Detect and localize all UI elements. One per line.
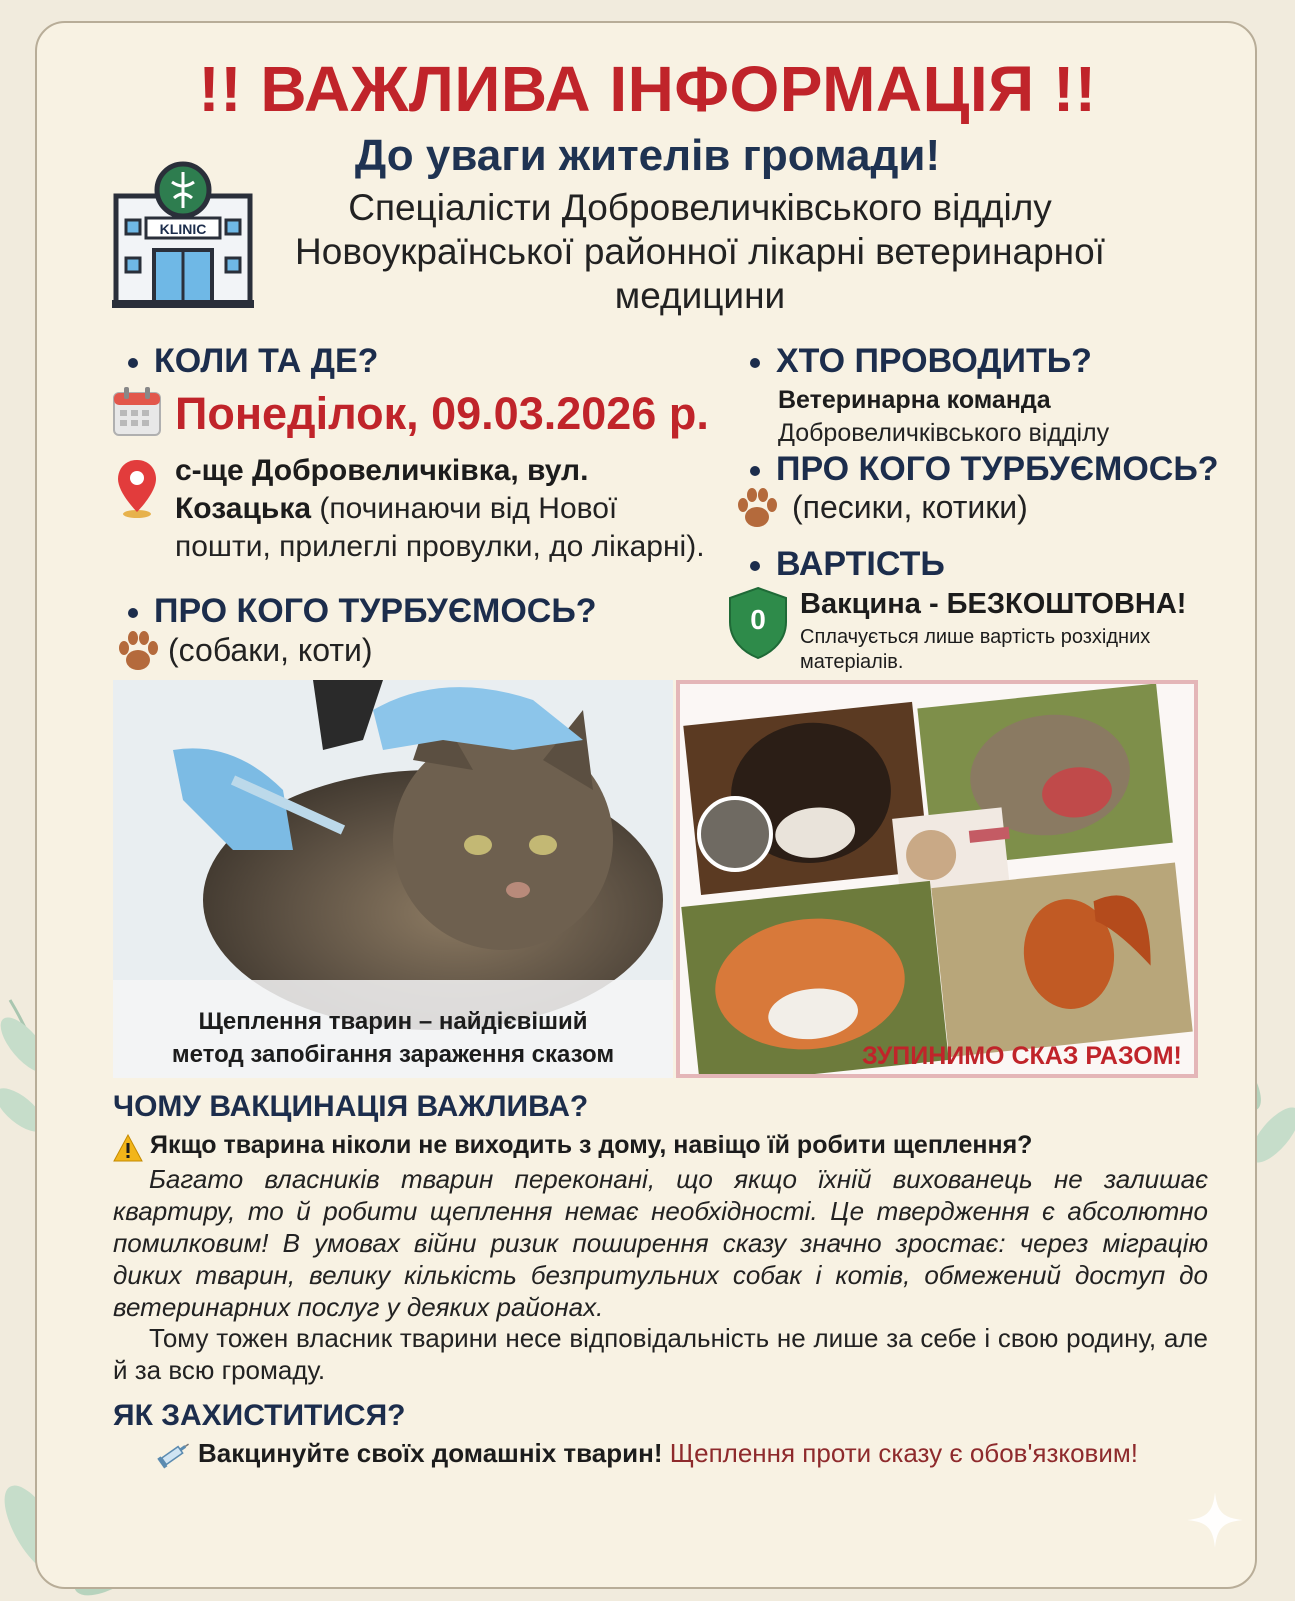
syringe-icon [156, 1440, 190, 1470]
why-paragraph-1: Багато власників тварин переконані, що якщо їхній вихованець не залишає квартиру, то й робити щеплення немає необхідності. Це твердження є абсолютно помилковим! В умовах війни ризик поширення сказу значно зростає: через міграцію диких тварин, велику кількість безпритульних собак і котів, обмежений доступ до ветеринарних послуг у деяких районах. [113, 1164, 1208, 1322]
rabies-slogan: ЗУПИНИМО СКАЗ РАЗОМ! [862, 1042, 1182, 1070]
specialists-text: Спеціалісти Добровеличківського відділу Новоукраїнської районної лікарні ветеринарної медицини [295, 187, 1105, 316]
about-whom-heading-right: ПРО КОГО ТУРБУЄМОСЬ? [750, 450, 1219, 489]
mandatory-note: Щеплення проти сказу є обов'язковим! [669, 1438, 1138, 1468]
shield-icon [727, 586, 789, 660]
animals-right: (песики, котики) [792, 489, 1028, 525]
rabies-animals-collage [676, 680, 1198, 1078]
cost-heading: ВАРТІСТЬ [750, 545, 945, 584]
page-subtitle: До уваги жителів громади! [354, 131, 941, 180]
clinic-sign: KLINIC [159, 221, 207, 237]
paw-icon [116, 630, 160, 672]
why-paragraph-2: Тому тожен власник тварини несе відповідальність не лише за себе і свою родину, але й за всю громаду. [113, 1323, 1208, 1385]
sparkle-icon [1185, 1490, 1245, 1550]
vaccine-note: Сплачується лише вартість розхідних матеріалів. [800, 626, 1151, 673]
page-title: !! ВАЖЛИВА ІНФОРМАЦІЯ !! [198, 53, 1097, 125]
warning-icon [113, 1134, 143, 1162]
event-address: с-ще Добровеличківка, вул. Козацька (починаючи від Нової пошти, прилеглі провулки, до лікарні). [175, 454, 705, 563]
clinic-icon [112, 160, 254, 310]
how-heading: ЯК ЗАХИСТИТИСЯ? [113, 1399, 406, 1432]
final-call [198, 1438, 1138, 1469]
who-heading: ХТО ПРОВОДИТЬ? [750, 342, 1092, 381]
calendar-icon [112, 385, 162, 437]
shield-label: 0 [750, 604, 766, 635]
when-where-heading: КОЛИ ТА ДЕ? [128, 342, 378, 381]
event-date: Понеділок, 09.03.2026 р. [175, 388, 709, 439]
animals-left: (собаки, коти) [168, 632, 373, 668]
photo-caption: Щеплення тварин – найдієвіший метод запобігання зараження сказом [171, 1008, 615, 1068]
team-name: Ветеринарна команда [778, 386, 1051, 414]
paw-icon [735, 487, 779, 529]
why-question: Якщо тварина ніколи не виходить з дому, навіщо їй робити щеплення? [150, 1131, 1033, 1159]
why-heading: ЧОМУ ВАКЦИНАЦІЯ ВАЖЛИВА? [113, 1090, 589, 1123]
about-whom-heading-left: ПРО КОГО ТУРБУЄМОСЬ? [128, 592, 597, 631]
team-dept: Добровеличківського відділу [778, 419, 1110, 447]
location-pin-icon [115, 458, 159, 520]
vaccine-free: Вакцина - БЕЗКОШТОВНА! [800, 588, 1187, 620]
vaccinate-action: Вакцинуйте своїх домашніх тварин! [198, 1438, 663, 1468]
